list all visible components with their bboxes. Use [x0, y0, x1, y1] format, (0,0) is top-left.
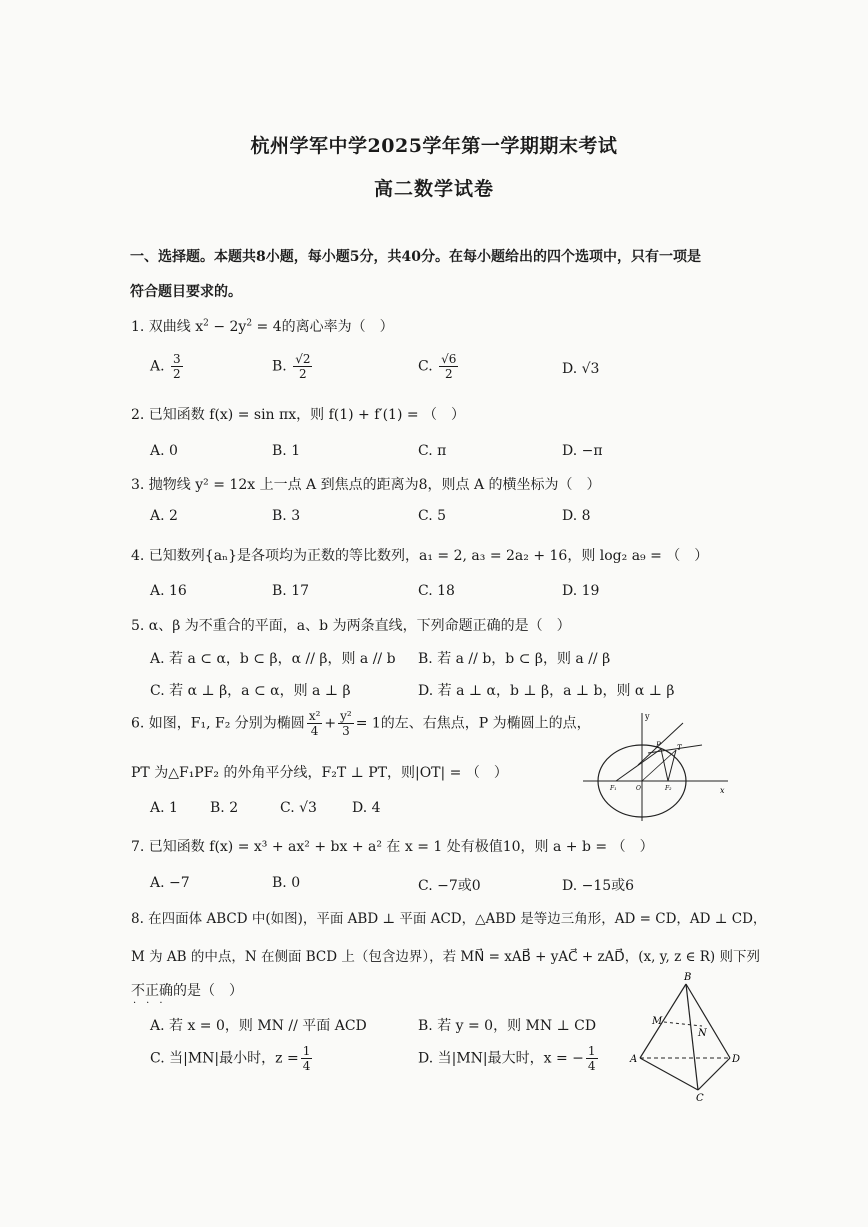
q8-option-a: A. 若 x = 0，则 MN // 平面 ACD [150, 1018, 367, 1034]
label-c: C [696, 1093, 704, 1104]
q4-option-b: B. 17 [272, 583, 310, 599]
section-heading-line1: 一、选择题。本题共8小题，每小题5分，共40分。在每小题给出的四个选项中，只有一项是 [130, 249, 701, 265]
q8-option-c: C. 当|MN|最小时，z = $\frac{1}{4}$ [150, 1044, 311, 1073]
q6-stem-line2: PT 为△F₁PF₂ 的外角平分线，F₂T ⊥ PT，则|OT| = （ ） [131, 765, 508, 781]
q2-option-a: A. 0 [150, 443, 178, 459]
q3-option-b: B. 3 [272, 508, 301, 524]
q1-option-a: A. $\frac{3}{2}$ [150, 352, 181, 381]
q4-stem: 4. 已知数列{aₙ}是各项均为正数的等比数列，a₁ = 2, a₃ = 2a₂ + 16，则 log₂ a₉ = （ ） [131, 548, 709, 564]
q8-option-b: B. 若 y = 0，则 MN ⊥ CD [418, 1018, 597, 1034]
emphasis-dots: ··· [133, 998, 173, 1009]
q3-option-d: D. 8 [562, 508, 591, 524]
q7-option-b: B. 0 [272, 875, 301, 891]
ellipse-figure [578, 705, 738, 825]
edge-bc [686, 984, 698, 1090]
exam-subtitle: 高二数学试卷 [373, 178, 494, 200]
label-t: T [677, 744, 682, 752]
q5-option-c: C. 若 α ⊥ β，a ⊂ α，则 a ⊥ β [150, 683, 351, 699]
label-d: D [732, 1054, 741, 1065]
q1-option-d: D. √3 [562, 361, 600, 377]
segment-pf2 [661, 749, 668, 781]
segment-mn [664, 1022, 702, 1026]
q5-option-a: A. 若 a ⊂ α，b ⊂ β，α // β，则 a // b [150, 651, 396, 667]
q1-stem: 1. 双曲线 $x^2 - 2y^2 = 4$的离心率为（ ） [131, 318, 394, 335]
label-a: A [630, 1054, 638, 1065]
label-p: P [656, 741, 661, 749]
q4-option-c: C. 18 [418, 583, 455, 599]
label-y: y [645, 712, 650, 721]
q7-option-d: D. −15或6 [562, 878, 635, 894]
q3-option-c: C. 5 [418, 508, 447, 524]
q6-stem-line1: 6. 如图，F₁, F₂ 分别为椭圆 $\frac{\text{x²}}{4}$ + $\frac{\text{y²}}{3}$ = 1的左、右焦点，P 为椭圆上的点， [131, 709, 591, 738]
q1-option-b: B. $\frac{√2}{2}$ [272, 352, 311, 381]
q7-stem: 7. 已知函数 f(x) = x³ + ax² + bx + a² 在 x = 1 处有极值10，则 a + b = （ ） [131, 839, 654, 855]
label-f2: F₂ [665, 785, 672, 792]
q8-stem-line1: 8. 在四面体 ABCD 中(如图)，平面 ABD ⊥ 平面 ACD，△ABD 是等边三角形，AD = CD，AD ⊥ CD， [131, 911, 767, 927]
q3-option-a: A. 2 [150, 508, 178, 524]
q8-stem-line3: 不正确的是（ ） [131, 983, 243, 999]
section-heading-line2: 符合题目要求的。 [130, 284, 242, 300]
q5-option-d: D. 若 a ⊥ α，b ⊥ β，a ⊥ b，则 α ⊥ β [418, 683, 675, 699]
q6-option-b: B. 2 [210, 800, 239, 816]
q2-stem: 2. 已知函数 f(x) = sin πx，则 f(1) + f′(1) = （ ） [131, 407, 466, 423]
q6-option-a: A. 1 [150, 800, 178, 816]
q2-option-b: B. 1 [272, 443, 301, 459]
q8-option-d: D. 当|MN|最大时，x = − $\frac{1}{4}$ [418, 1044, 596, 1073]
label-o: O [636, 785, 641, 792]
q6-option-c: C. √3 [280, 800, 317, 816]
q5-stem: 5. α、β 为不重合的平面，a、b 为两条直线，下列命题正确的是（ ） [131, 618, 571, 634]
edge-ab [640, 984, 686, 1058]
label-x: x [720, 786, 725, 795]
q6-option-d: D. 4 [352, 800, 381, 816]
q4-option-d: D. 19 [562, 583, 600, 599]
q7-option-a: A. −7 [150, 875, 190, 891]
edge-dc [698, 1058, 730, 1090]
edge-ac [640, 1058, 698, 1090]
label-f1: F₁ [610, 785, 617, 792]
q4-option-a: A. 16 [150, 583, 187, 599]
q3-stem: 3. 抛物线 y² = 12x 上一点 A 到焦点的距离为8，则点 A 的横坐标为（ ） [131, 477, 601, 493]
label-m: M [652, 1016, 663, 1027]
q5-option-b: B. 若 a // b，b ⊂ β，则 a // β [418, 651, 611, 667]
q1-option-c: C. $\frac{√6}{2}$ [418, 352, 457, 381]
label-b: B [684, 972, 692, 983]
segment-ot [642, 750, 676, 781]
tetrahedron-figure [628, 970, 748, 1105]
q7-option-c: C. −7或0 [418, 878, 481, 894]
q2-option-c: C. π [418, 443, 447, 459]
exam-title: 杭州学军中学2025学年第一学期期末考试 [250, 135, 618, 157]
q8-stem-line2: M 为 AB 的中点，N 在侧面 BCD 上（包含边界），若 MN⃗ = xAB⃗ + yAC⃗ + zAD⃗，(x, y, z ∈ R) 则下列 [131, 949, 760, 965]
q2-option-d: D. −π [562, 443, 603, 459]
label-n: N [698, 1028, 707, 1039]
